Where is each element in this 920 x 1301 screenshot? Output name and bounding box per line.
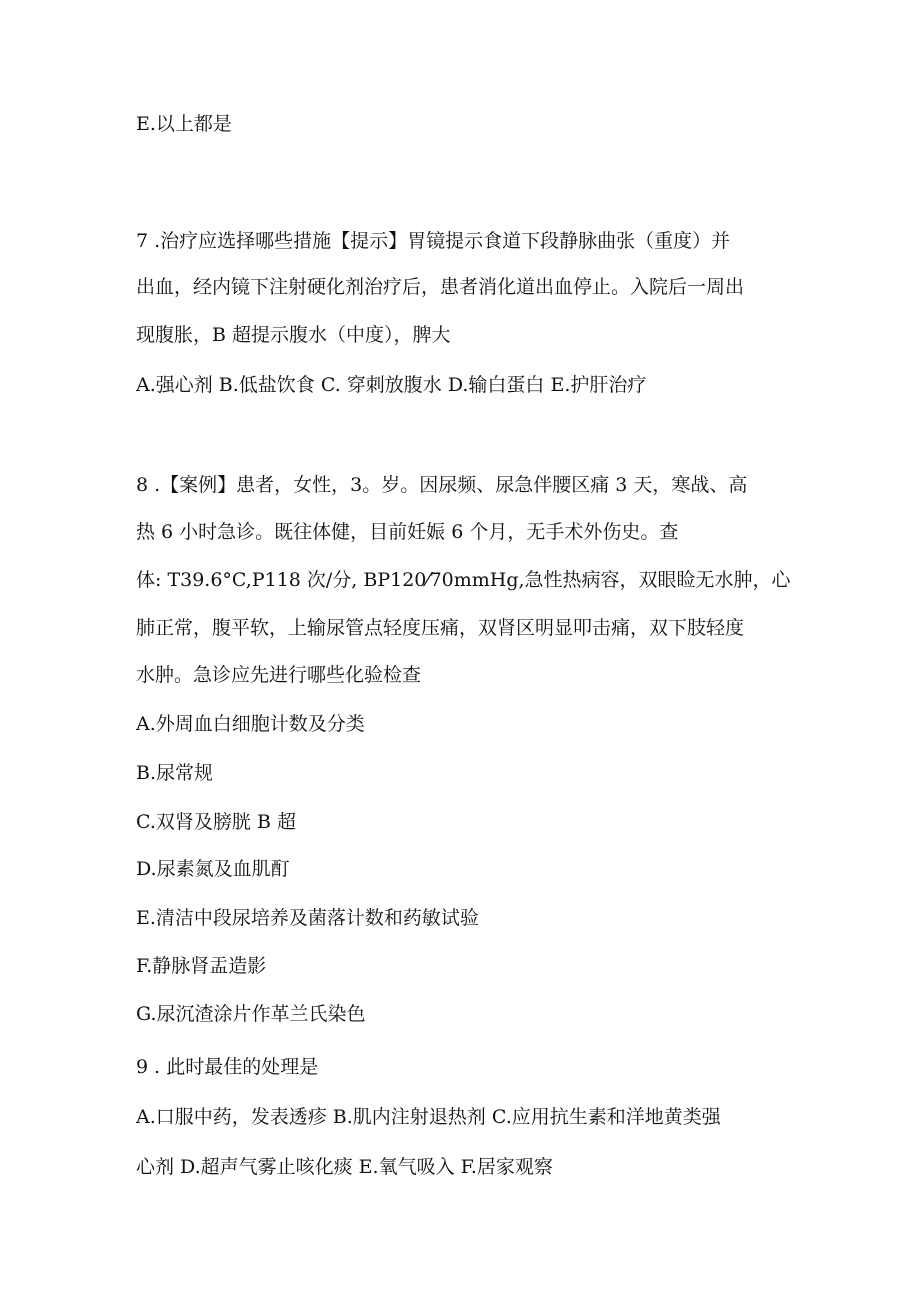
question-8-line-3: 体: T39.6°C,P118 次/分, BP120⁄70mmHg,急性热病容，双眼睑无水肿，心 xyxy=(136,569,791,591)
question-7-line-3: 现腹胀，B 超提示腹水（中度），脾大 xyxy=(136,324,451,346)
question-9-options-line-1: A.口服中药，发表透疹 B.肌内注射退热剂 C.应用抗生素和洋地黄类强 xyxy=(136,1106,721,1128)
option-c: C.双肾及膀胱 B 超 xyxy=(136,811,296,833)
option-e: E.清洁中段尿培养及菌落计数和药敏试验 xyxy=(136,907,479,929)
option-e-all: E.以上都是 xyxy=(136,113,232,135)
question-7-line-2: 出血，经内镜下注射硬化剂治疗后，患者消化道出血停止。入院后一周出 xyxy=(136,276,745,298)
question-7-line-1: 7 .治疗应选择哪些措施【提示】胃镜提示食道下段静脉曲张（重度）并 xyxy=(136,230,731,252)
question-7-options: A.强心剂 B.低盐饮食 C. 穿刺放腹水 D.输白蛋白 E.护肝治疗 xyxy=(136,374,647,396)
option-b: B.尿常规 xyxy=(136,762,214,784)
question-8-line-1: 8 .【案例】患者，女性，3。岁。因尿频、尿急伴腰区痛 3 天，寒战、高 xyxy=(136,474,748,496)
option-g: G.尿沉渣涂片作革兰氏染色 xyxy=(136,1003,366,1025)
option-f: F.静脉肾盂造影 xyxy=(136,955,267,977)
question-8-line-5: 水肿。急诊应先进行哪些化验检查 xyxy=(136,664,422,686)
question-9-options-line-2: 心剂 D.超声气雾止咳化痰 E.氧气吸入 F.居家观察 xyxy=(136,1156,553,1178)
question-9-stem: 9 . 此时最佳的处理是 xyxy=(136,1056,319,1078)
option-d: D.尿素氮及血肌酊 xyxy=(136,858,290,880)
question-8-line-4: 肺正常，腹平软，上输尿管点轻度压痛，双肾区明显叩击痛，双下肢轻度 xyxy=(136,617,745,639)
option-a: A.外周血白细胞计数及分类 xyxy=(136,713,365,735)
question-8-line-2: 热 6 小时急诊。既往体健，目前妊娠 6 个月，无手术外伤史。查 xyxy=(136,521,679,543)
